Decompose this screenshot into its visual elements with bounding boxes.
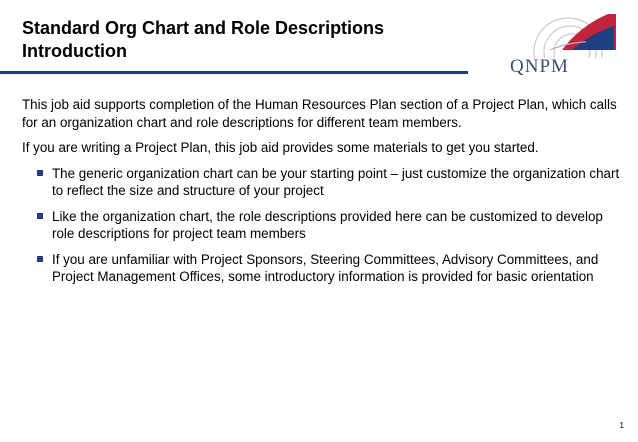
bullet-item: [22, 208, 622, 243]
bullet-text: The generic organization chart can be your starting point – just customize the organization chart to reflect the size and structure of your project: [52, 165, 620, 198]
intro-paragraph-2: If you are writing a Project Plan, this job aid provides some materials to get you started.: [22, 140, 539, 155]
bullet-item: [22, 165, 622, 200]
intro-paragraph-1: This job aid supports completion of the Human Resources Plan section of a Project Plan, which calls for an organization chart and role descriptions for different team members.: [22, 97, 617, 130]
slide-body: [22, 96, 622, 294]
slide-title: [22, 17, 384, 63]
square-bullet-icon: [37, 170, 43, 176]
title-underline: [0, 71, 468, 74]
bullet-item: [22, 251, 622, 286]
bullet-text: Like the organization chart, the role descriptions provided here can be customized to develop role descriptions for project team members: [52, 208, 603, 241]
square-bullet-icon: [37, 256, 43, 262]
square-bullet-icon: [37, 213, 43, 219]
title-line-2: Introduction: [22, 41, 127, 61]
title-line-1: Standard Org Chart and Role Descriptions: [22, 18, 385, 38]
qnpm-logo-icon: [510, 6, 622, 58]
bullet-list: [22, 165, 622, 286]
page-number: 1: [619, 421, 624, 430]
qnpm-logo: [510, 6, 622, 78]
bullet-text: If you are unfamiliar with Project Sponsors, Steering Committees, Advisory Committees, and Project Management Offices, some introductory information is provided for basic orientation: [52, 251, 599, 284]
logo-text: QNPM: [510, 56, 569, 77]
